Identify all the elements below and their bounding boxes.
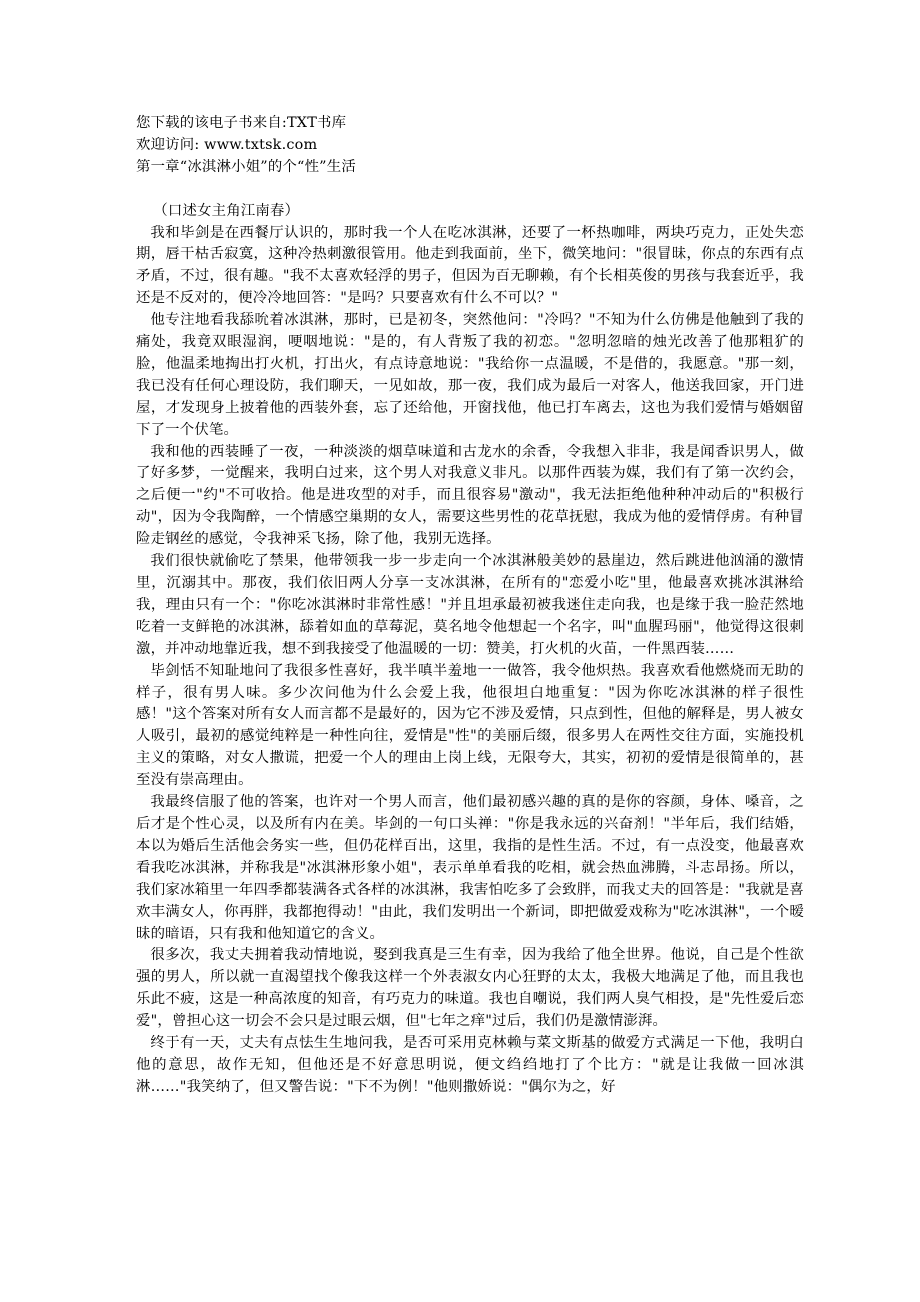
paragraph-3: 我和他的西装睡了一夜，一种淡淡的烟草味道和古龙水的余香，令我想入非非，我是闻香识男人，做了好多梦，一觉醒来，我明白过来，这个男人对我意义非凡。以那件西装为媒，我们有了第一次约会，之后便一"约"不可收拾。他是进攻型的对手，而且很容易"激动"，我无法拒绝他种种冲动后的"积极行动"，因为令我陶醉，一个情感空巢期的女人，需要这些男性的花草抚慰，我成为他的爱情俘虏。有种冒险走钢丝的感觉，令我神采飞扬，除了他，我别无选择。 [136, 443, 804, 548]
paragraph-1: 我和毕剑是在西餐厅认识的，那时我一个人在吃冰淇淋，还要了一杯热咖啡，两块巧克力，正处失恋期，唇干枯舌寂寞，这种冷热刺激很管用。他走到我面前，坐下，微笑地问："很冒昧，你点的东西有点矛盾，不过，很有趣。"我不太喜欢轻浮的男子，但因为百无聊赖，有个长相英俊的男孩与我套近乎，我还是不反对的，便冷冷地回答："是吗？只要喜欢有什么不可以？" [136, 224, 804, 307]
source-notice: 您下载的该电子书来自:TXT书库 [136, 115, 347, 131]
paragraph-2: 他专注地看我舔吮着冰淇淋，那时，已是初冬，突然他问："冷吗？"不知为什么仿佛是他触到了我的痛处，我竟双眼湿润，哽咽地说："是的，有人背叛了我的初恋。"忽明忽暗的烛光改善了他那粗犷的脸，他温柔地掏出打火机，打出火，有点诗意地说："我给你一点温暖，不是借的，我愿意。"那一刻，我已没有任何心理设防，我们聊天，一见如故，那一夜，我们成为最后一对客人，他送我回家，开门进屋，才发现身上披着他的西装外套，忘了还给他，开窗找他，他已打车离去，这也为我们爱情与婚姻留下了一个伏笔。 [136, 312, 804, 438]
paragraph-4: 我们很快就偷吃了禁果，他带领我一步一步走向一个冰淇淋般美妙的悬崖边，然后跳进他汹涌的激情里，沉溺其中。那夜，我们依旧两人分享一支冰淇淋，在所有的"恋爱小吃"里，他最喜欢挑冰淇淋给我，理由只有一个："你吃冰淇淋时非常性感！"并且坦承最初被我迷住走向我，也是缘于我一脸茫然地吃着一支鲜艳的冰淇淋，舔着如血的草莓泥，莫名地令他想起一个名字，叫"血腥玛丽"，他觉得这很刺激，并冲动地靠近我，想不到我接受了他温暖的一切：赞美，打火机的火苗，一件黑西装…… [136, 553, 804, 657]
website-notice: 欢迎访问: www.txtsk.com [136, 136, 318, 153]
paragraph-7: 很多次，我丈夫拥着我动情地说，娶到我真是三生有幸，因为我给了他全世界。他说，自己是个性欲强的男人，所以就一直渴望找个像我这样一个外表淑女内心狂野的太太，我极大地满足了他，而且我也乐此不疲，这是一种高浓度的知音，有巧克力的味道。我也自嘲说，我们两人臭气相投，是"先性爱后恋爱"，曾担心这一切会不会只是过眼云烟，但"七年之痒"过后，我们仍是激情澎湃。 [136, 947, 804, 1030]
blank-line [136, 179, 804, 201]
paragraph-5: 毕剑恬不知耻地问了我很多性喜好，我半嗔半羞地一一做答，我令他炽热。我喜欢看他燃烧而无助的样子，很有男人味。多少次问他为什么会爱上我，他很坦白地重复："因为你吃冰淇淋的样子很性感！"这个答案对所有女人而言都不是最好的，因为它不涉及爱情，只点到性，但他的解释是，男人被女人吸引，最初的感觉纯粹是一种性向往，爱情是"性"的美丽后缀，很多男人在两性交往方面，实施投机主义的策略，对女人撒谎，把爱一个人的理由上岗上线，无限夸大，其实，初初的爱情是很简单的，甚至没有崇高理由。 [136, 662, 804, 789]
chapter-title: 第一章“冰淇淋小姐”的个“性”生活 [136, 158, 356, 175]
narrator-note: （口述女主角江南春） [153, 202, 300, 219]
paragraph-8: 终于有一天，丈夫有点怯生生地问我，是否可采用克林赖与菜文斯基的做爱方式满足一下他，我明白他的意思，故作无知，但他还是不好意思明说，便文绉绉地打了个比方："就是让我做一回冰淇淋……"我笑纳了，但又警告说："下不为例！"他则撒娇说："偶尔为之，好 [136, 1035, 804, 1095]
paragraph-6: 我最终信服了他的答案，也许对一个男人而言，他们最初感兴趣的真的是你的容颜，身体、嗓音，之后才是个性心灵，以及所有内在美。毕剑的一句口头禅："你是我永远的兴奋剂！"半年后，我们结婚，本以为婚后生活他会务实一些，但仍花样百出，这里，我指的是性生活。不过，有一点没变，他最喜欢看我吃冰淇淋，并称我是"冰淇淋形象小姐"，表示单单看我的吃相，就会热血沸腾，斗志昂扬。所以，我们家冰箱里一年四季都装满各式各样的冰淇淋，我害怕吃多了会致胖，而我丈夫的回答是："我就是喜欢丰满女人，你再胖，我都抱得动！"由此，我们发明出一个新词，即把做爱戏称为"吃冰淇淋"，一个暧昧的暗语，只有我和他知道它的含义。 [136, 794, 804, 942]
document-body [136, 113, 804, 1099]
